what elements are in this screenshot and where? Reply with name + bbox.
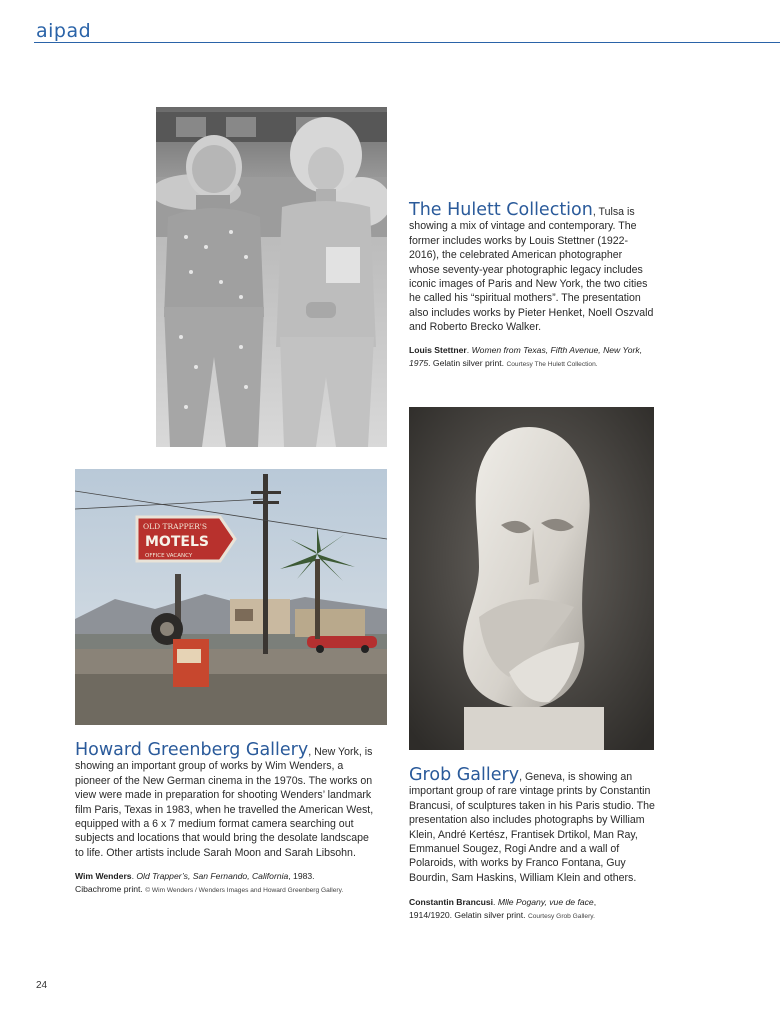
greenberg-caption-credit: © Wim Wenders / Wenders Images and Howard Greenberg Gallery. xyxy=(145,886,344,894)
greenberg-caption-medium: Cibachrome print. xyxy=(75,883,143,894)
stettner-photo-graphic xyxy=(156,107,387,447)
greenberg-article xyxy=(75,740,379,860)
hulett-caption-artist: Louis Stettner xyxy=(409,345,467,355)
greenberg-caption-title: Old Trapper’s, San Fernando, California xyxy=(136,871,289,881)
sign-line2: MOTELS xyxy=(145,534,209,550)
grob-caption-medium: Gelatin silver print. xyxy=(452,909,526,920)
sign-line1: OLD TRAPPER'S xyxy=(143,522,208,531)
grob-body: , Geneva, is showing an important group of rare vintage prints by Constantin Brancusi, of sculptures taken in his Paris studio. The presentation also includes photographs by William Klein, André Kertész, Frantisek Drtikol, Man Ray, Emmanuel Sougez, Rogi Andre and a wall of Polaroids, with works by Franco Fontana, Guy Bourdin, Sam Haskins, William Klein and others. xyxy=(409,771,655,884)
greenberg-caption-artist: Wim Wenders xyxy=(75,871,132,881)
photo-stettner-women xyxy=(156,107,387,447)
hulett-body: , Tulsa is showing a mix of vintage and contemporary. The former includes works by Louis Stettner (1922-2016), the celebrated American photographer whose seventy-year photographic legacy includes iconic images of Paris and New York, the two cities he called his “spiritual mothers”. The presentation also includes works by Pieter Henket, Noell Oszvald and Roberto Brecko Walker. xyxy=(409,206,654,334)
magazine-logo: aipad xyxy=(36,20,92,42)
sign-line3: OFFICE VACANCY xyxy=(145,553,193,559)
greenberg-body: , New York, is showing an important group of works by Wim Wenders, a pioneer of the New German cinema in the 1970s. The works on view were made in preparation for shooting Wenders’ landmark film Paris, Texas in 1983, when he travelled the American West, equipped with a 6 x 7 medium format camera searching out subjects and locations that would bring the desolate landscape to life. Other artists include Sarah Moon and Sarah Libsohn. xyxy=(75,746,374,859)
hulett-article xyxy=(409,200,655,335)
greenberg-caption-year: , 1983. xyxy=(288,871,315,881)
grob-caption-artist: Constantin Brancusi xyxy=(409,897,494,907)
hulett-caption-title: Women from Texas, Fifth Avenue, New York, 1975 xyxy=(409,345,643,368)
greenberg-caption: Wim Wenders. Old Trapper’s, San Fernando, California, 1983. Cibachrome print. © Wim Wenders / Wenders Images and Howard Greenberg Gallery. xyxy=(75,871,344,894)
hulett-gallery-name: The Hulett Collection xyxy=(409,200,593,220)
page-number: 24 xyxy=(36,980,48,991)
hulett-caption: Louis Stettner. Women from Texas, Fifth Avenue, New York, 1975. Gelatin silver print. Courtesy The Hulett Collection. xyxy=(409,345,643,368)
grob-article xyxy=(409,765,655,885)
header-rule xyxy=(34,42,780,43)
grob-gallery-name: Grob Gallery xyxy=(409,765,520,785)
wenders-photo-graphic xyxy=(75,469,387,725)
brancusi-photo-graphic xyxy=(409,407,654,750)
grob-caption-title: Mlle Pogany, vue de face xyxy=(497,897,594,907)
photo-wenders-motel xyxy=(75,469,387,725)
grob-caption: Constantin Brancusi. Mlle Pogany, vue de face, 1914/1920. Gelatin silver print. Courtesy Grob Gallery. xyxy=(409,897,597,920)
greenberg-gallery-name: Howard Greenberg Gallery xyxy=(75,740,309,760)
grob-caption-credit: Courtesy Grob Gallery. xyxy=(527,912,595,920)
hulett-caption-medium: Gelatin silver print. xyxy=(430,357,505,368)
photo-brancusi-sculpture xyxy=(409,407,654,750)
hulett-caption-credit: Courtesy The Hulett Collection. xyxy=(506,360,598,368)
grob-caption-year: 1914/1920. xyxy=(409,909,453,920)
